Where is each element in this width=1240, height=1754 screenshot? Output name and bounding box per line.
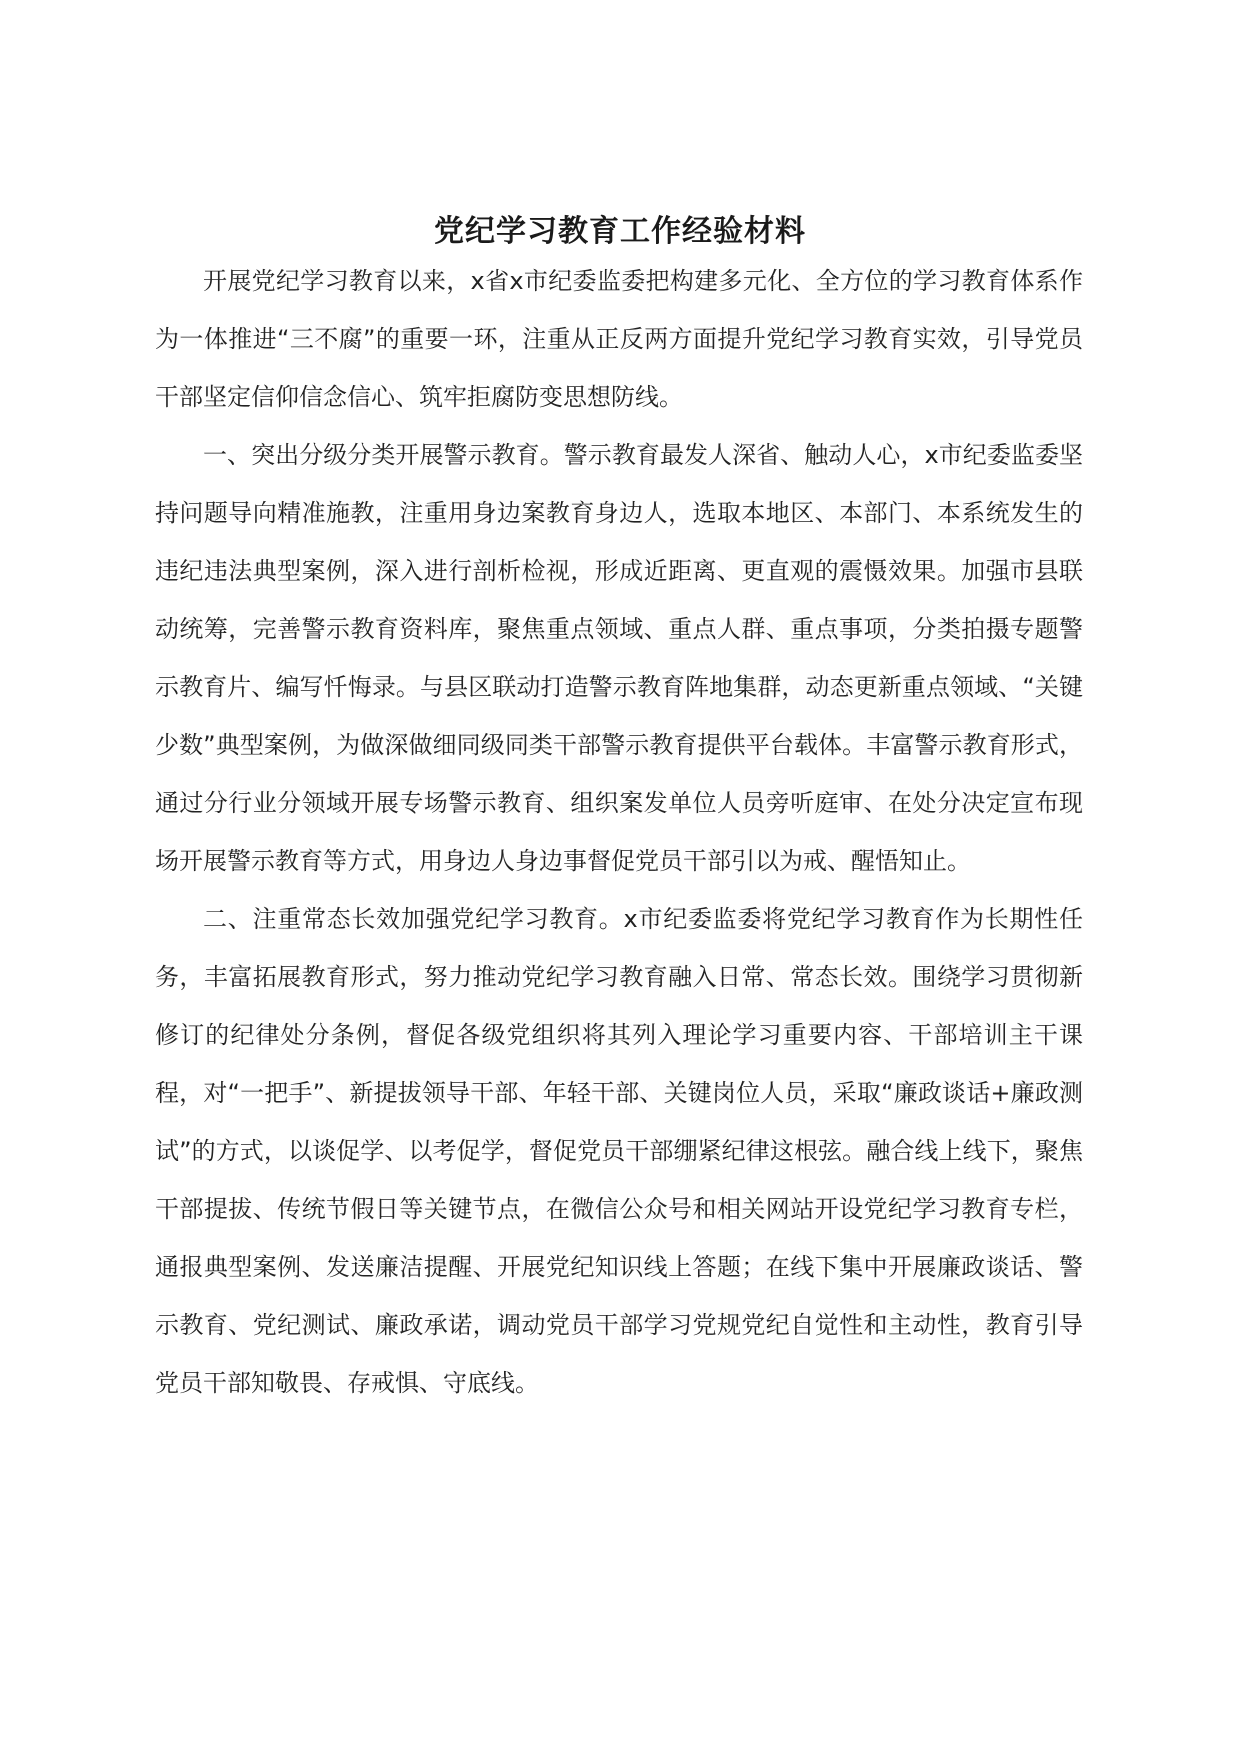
document-title: 党纪学习教育工作经验材料 — [434, 214, 806, 250]
document-body — [155, 252, 1083, 1412]
intro-paragraph: 开展党纪学习教育以来，x省x市纪委监委把构建多元化、全方位的学习教育体系作为一体推进“三不腐”的重要一环，注重从正反两方面提升党纪学习教育实效，引导党员干部坚定信仰信念信心、筑牢拒腐防变思想防线。 — [155, 267, 1083, 411]
section-two-paragraph: 二、注重常态长效加强党纪学习教育。x市纪委监委将党纪学习教育作为长期性任务，丰富拓展教育形式，努力推动党纪学习教育融入日常、常态长效。围绕学习贯彻新修订的纪律处分条例，督促各级党组织将其列入理论学习重要内容、干部培训主干课程，对“一把手”、新提拔领导干部、年轻干部、关键岗位人员，采取“廉政谈话+廉政测试”的方式，以谈促学、以考促学，督促党员干部绷紧纪律这根弦。融合线上线下，聚焦干部提拔、传统节假日等关键节点，在微信公众号和相关网站开设党纪学习教育专栏，通报典型案例、发送廉洁提醒、开展党纪知识线上答题；在线下集中开展廉政谈话、警示教育、党纪测试、廉政承诺，调动党员干部学习党规党纪自觉性和主动性，教育引导党员干部知敬畏、存戒惧、守底线。 — [155, 905, 1083, 1397]
section-one-paragraph: 一、突出分级分类开展警示教育。警示教育最发人深省、触动人心，x市纪委监委坚持问题导向精准施教，注重用身边案教育身边人，选取本地区、本部门、本系统发生的违纪违法典型案例，深入进行剖析检视，形成近距离、更直观的震慑效果。加强市县联动统筹，完善警示教育资料库，聚焦重点领域、重点人群、重点事项，分类拍摄专题警示教育片、编写忏悔录。与县区联动打造警示教育阵地集群，动态更新重点领域、“关键少数”典型案例，为做深做细同级同类干部警示教育提供平台载体。丰富警示教育形式，通过分行业分领域开展专场警示教育、组织案发单位人员旁听庭审、在处分决定宣布现场开展警示教育等方式，用身边人身边事督促党员干部引以为戒、醒悟知止。 — [155, 441, 1083, 875]
